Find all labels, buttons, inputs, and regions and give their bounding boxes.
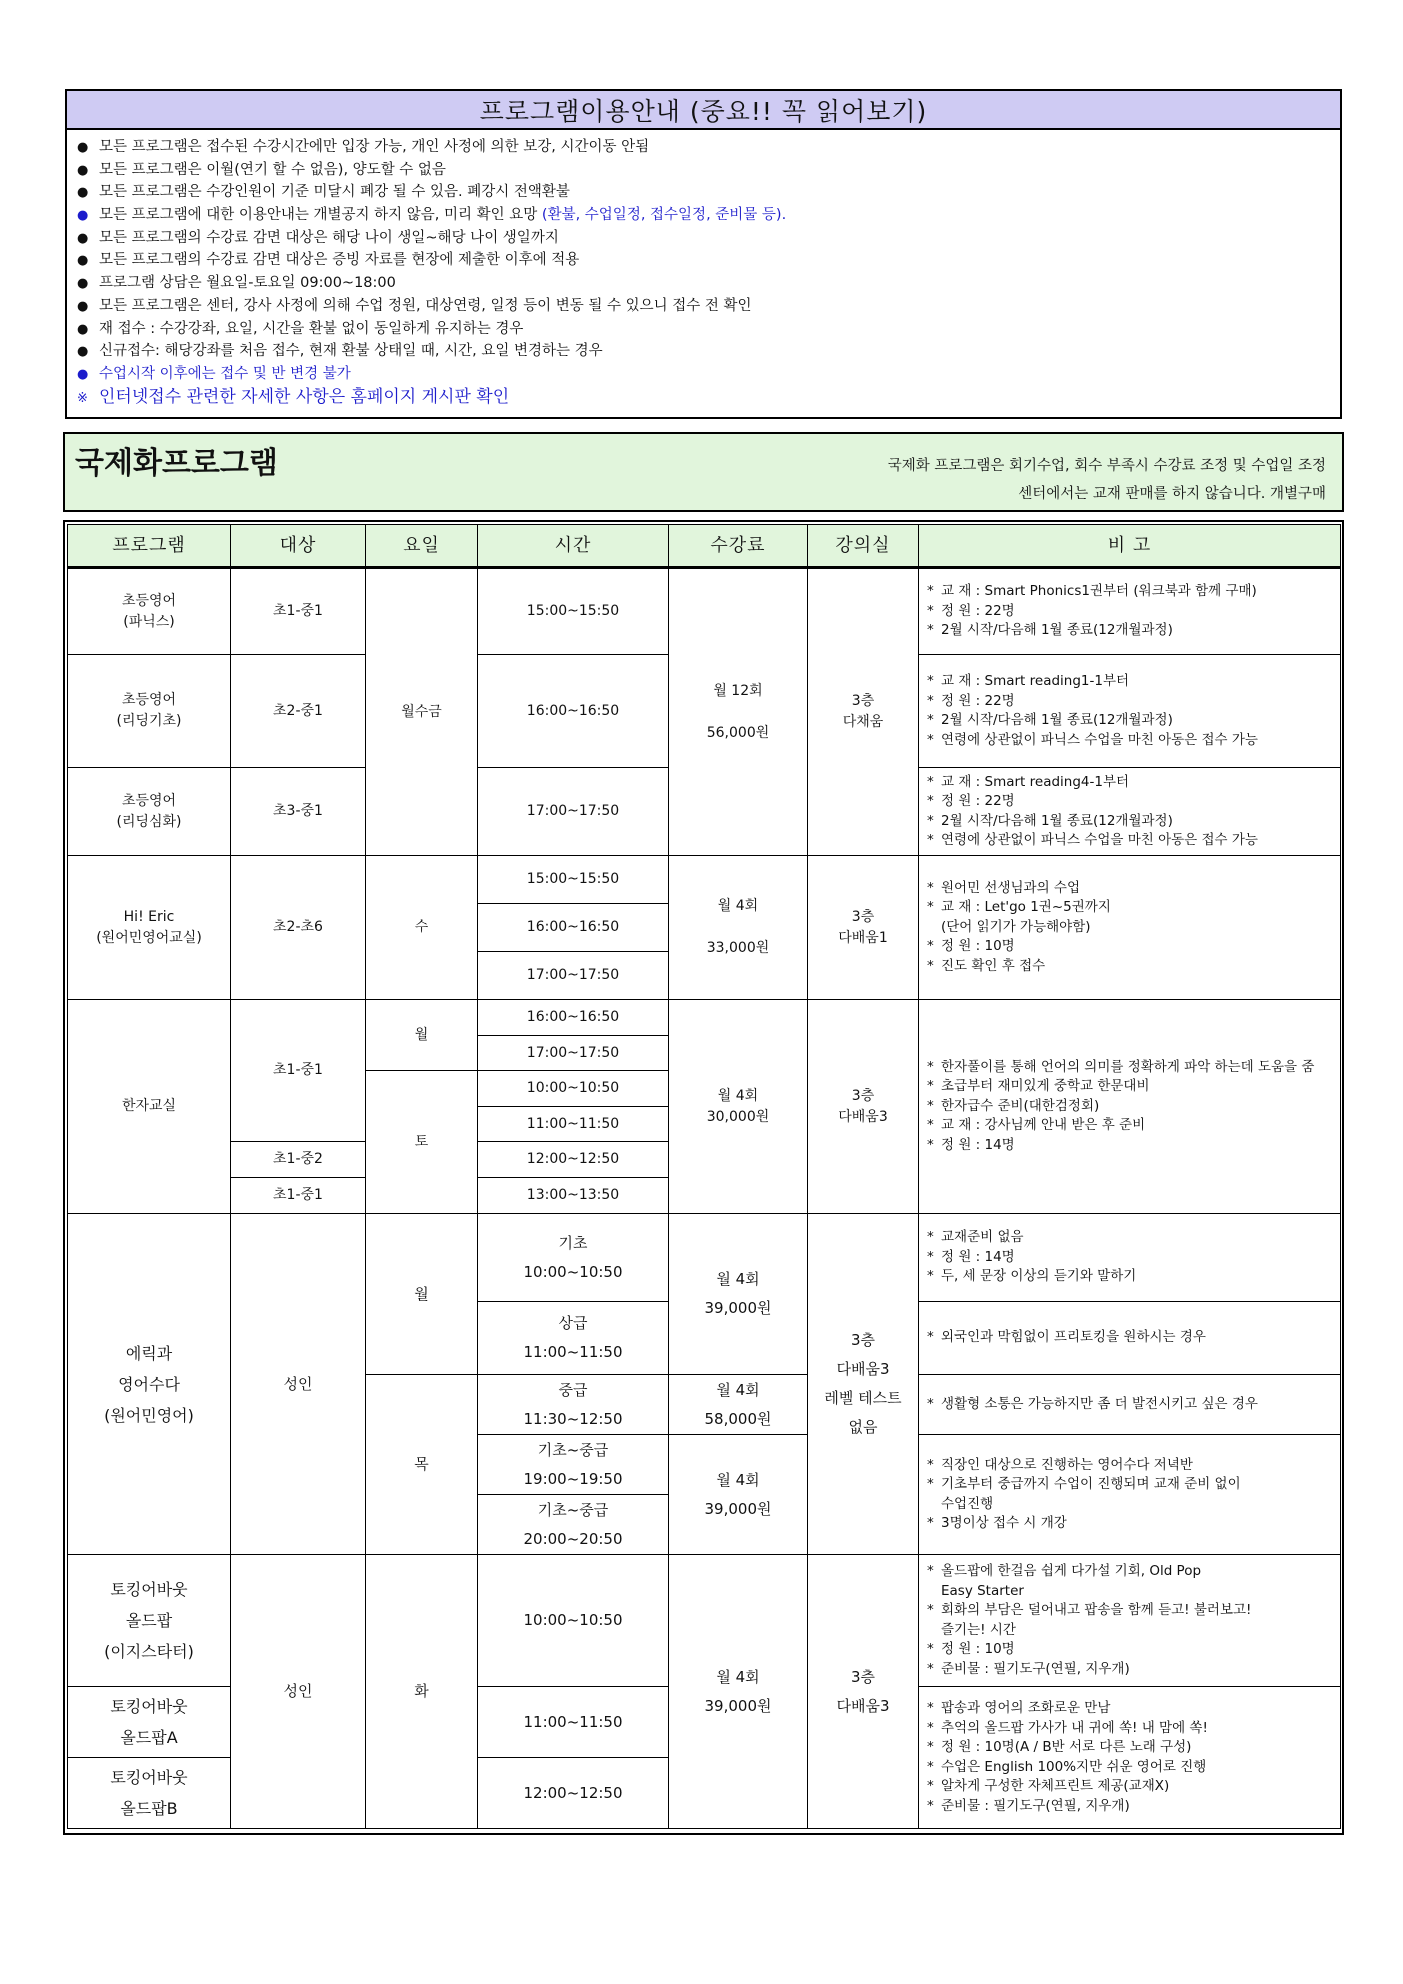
class-fee: 월 4회 39,000원: [669, 1435, 808, 1555]
classroom: 3층 다배움1: [808, 856, 919, 1000]
program-name: 초등영어 (리딩기초): [68, 655, 231, 768]
target-age: 성인: [231, 1214, 366, 1555]
class-time: 13:00~13:50: [478, 1178, 669, 1214]
program-name: Hi! Eric (원어민영어교실): [68, 856, 231, 1000]
col-header: 강의실: [808, 525, 919, 568]
program-name: 토킹어바웃 올드팝A: [68, 1687, 231, 1758]
notice-item: ※ 인터넷접수 관련한 자세한 사항은 홈페이지 게시판 확인: [77, 386, 510, 407]
program-name: 초등영어 (파닉스): [68, 568, 231, 655]
remarks: * 교 재 : Smart reading1-1부터 * 정 원 : 22명 * 2월 시작/다음해 1월 종료(12개월과정) * 연령에 상관없이 파닉스 수업을 마친 아동은 접수 가능: [919, 655, 1341, 768]
table-row: [68, 568, 1341, 655]
classroom: 3층 다배움3 레벨 테스트 없음: [808, 1214, 919, 1555]
class-day: 목: [366, 1375, 478, 1555]
class-time: 10:00~10:50: [478, 1555, 669, 1687]
target-age: 초2-중1: [231, 655, 366, 768]
program-name: 한자교실: [68, 1000, 231, 1214]
notice-item: ● 모든 프로그램은 접수된 수강시간에만 입장 가능, 개인 사정에 의한 보강, 시간이동 안됨: [77, 139, 650, 155]
remarks: * 팝송과 영어의 조화로운 만남 * 추억의 올드팝 가사가 내 귀에 쏙! 내 맘에 쏙! * 정 원 : 10명(A / B반 서로 다른 노래 구성) * 수업은 English 100%지만 쉬운 영어로 진행 * 알차게 구성한 자체프린트 제공(교재X) * 준비물 : 필기도구(연필, 지우개): [919, 1687, 1341, 1829]
section-note: 센터에서는 교재 판매를 하지 않습니다. 개별구매: [1018, 486, 1326, 502]
notice-box: [65, 89, 1342, 419]
class-time: 16:00~16:50: [478, 1000, 669, 1036]
col-header: 수강료: [669, 525, 808, 568]
notice-item: ● 모든 프로그램은 센터, 강사 사정에 의해 수업 정원, 대상연령, 일정 등이 변동 될 수 있으니 접수 전 확인: [77, 297, 752, 314]
class-fee: 월 4회 33,000원: [669, 856, 808, 1000]
classroom: 3층 다배움3: [808, 1000, 919, 1214]
notice-item: ● 신규접수: 해당강좌를 처음 접수, 현재 환불 상태일 때, 시간, 요일 변경하는 경우: [77, 343, 603, 360]
class-time: 11:00~11:50: [478, 1107, 669, 1142]
notice-item: ● 모든 프로그램은 수강인원이 기준 미달시 폐강 될 수 있음. 폐강시 전액환불: [77, 184, 570, 201]
class-time: 17:00~17:50: [478, 768, 669, 856]
notice-highlight: (환불, 수업일정, 접수일정, 준비물 등).: [541, 207, 787, 224]
class-time: 16:00~16:50: [478, 655, 669, 768]
notice-item: ● 프로그램 상담은 월요일-토요일 09:00~18:00: [77, 275, 396, 292]
class-day: 월수금: [366, 568, 478, 856]
remarks: * 원어민 선생님과의 수업 * 교 재 : Let'go 1권~5권까지 (단어 읽기가 가능해야함) * 정 원 : 10명 * 진도 확인 후 접수: [919, 856, 1341, 1000]
class-time: 15:00~15:50: [478, 856, 669, 904]
notice-item: ● 모든 프로그램의 수강료 감면 대상은 해당 나이 생일~해당 나이 생일까지: [77, 229, 559, 246]
notice-item: ● 모든 프로그램은 이월(연기 할 수 없음), 양도할 수 없음: [77, 161, 446, 178]
col-header: 비 고: [919, 525, 1341, 568]
program-name: 에릭과 영어수다 (원어민영어): [68, 1214, 231, 1555]
class-day: 화: [366, 1555, 478, 1829]
notice-item: ● 수업시작 이후에는 접수 및 반 변경 불가: [77, 365, 351, 382]
remarks: * 직장인 대상으로 진행하는 영어수다 저녁반 * 기초부터 중급까지 수업이 진행되며 교재 준비 없이 수업진행 * 3명이상 접수 시 개강: [919, 1435, 1341, 1555]
schedule-table: [67, 524, 1341, 1829]
class-time: 16:00~16:50: [478, 904, 669, 952]
target-age: 초1-중1: [231, 1000, 366, 1142]
classroom: 3층 다배움3: [808, 1555, 919, 1829]
remarks: * 한자풀이를 통해 언어의 의미를 정확하게 파악 하는데 도움을 줌 * 초급부터 재미있게 중학교 한문대비 * 한자급수 준비(대한검정회) * 교 재 : 강사님께 안내 받은 후 준비 * 정 원 : 14명: [919, 1000, 1341, 1214]
table-row: [68, 856, 1341, 904]
class-time: 12:00~12:50: [478, 1142, 669, 1178]
col-header: 대상: [231, 525, 366, 568]
notice-item: ● 재 접수 : 수강강좌, 요일, 시간을 환불 없이 동일하게 유지하는 경우: [77, 320, 524, 337]
remarks: * 교 재 : Smart Phonics1권부터 (워크북과 함께 구매) * 정 원 : 22명 * 2월 시작/다음해 1월 종료(12개월과정): [919, 568, 1341, 655]
target-age: 성인: [231, 1555, 366, 1829]
section-banner: [63, 432, 1344, 512]
class-time: 12:00~12:50: [478, 1758, 669, 1829]
class-time: 중급 11:30~12:50: [478, 1375, 669, 1435]
class-time: 상급 11:00~11:50: [478, 1302, 669, 1375]
remarks: * 올드팝에 한걸음 쉽게 다가설 기회, Old Pop Easy Starter * 회화의 부담은 덜어내고 팝송을 함께 듣고! 불러보고! 즐기는! 시간 * 정 원 : 10명 * 준비물 : 필기도구(연필, 지우개): [919, 1555, 1341, 1687]
program-name: 토킹어바웃 올드팝 (이지스타터): [68, 1555, 231, 1687]
table-header-row: [68, 525, 1341, 568]
remarks: * 교 재 : Smart reading4-1부터 * 정 원 : 22명 * 2월 시작/다음해 1월 종료(12개월과정) * 연령에 상관없이 파닉스 수업을 마친 아동은 접수 가능: [919, 768, 1341, 856]
schedule-table-frame: [63, 520, 1344, 1835]
section-title: 국제화프로그램: [75, 446, 278, 481]
class-day: 수: [366, 856, 478, 1000]
target-age: 초1-중1: [231, 568, 366, 655]
class-day: 토: [366, 1071, 478, 1214]
target-age: 초2-초6: [231, 856, 366, 1000]
table-row: [68, 1000, 1341, 1036]
class-time: 11:00~11:50: [478, 1687, 669, 1758]
remarks: * 교재준비 없음 * 정 원 : 14명 * 두, 세 문장 이상의 듣기와 말하기: [919, 1214, 1341, 1302]
class-fee: 월 4회 58,000원: [669, 1375, 808, 1435]
class-time: 15:00~15:50: [478, 568, 669, 655]
remarks: * 외국인과 막힘없이 프리토킹을 원하시는 경우: [919, 1302, 1341, 1375]
notice-item: ● 모든 프로그램의 수강료 감면 대상은 증빙 자료를 현장에 제출한 이후에 적용: [77, 252, 580, 269]
col-header: 시간: [478, 525, 669, 568]
col-header: 요일: [366, 525, 478, 568]
section-note: 국제화 프로그램은 회기수업, 회수 부족시 수강료 조정 및 수업일 조정: [887, 458, 1326, 474]
program-name: 초등영어 (리딩심화): [68, 768, 231, 856]
program-name: 토킹어바웃 올드팝B: [68, 1758, 231, 1829]
class-fee: 월 12회 56,000원: [669, 568, 808, 856]
col-header: 프로그램: [68, 525, 231, 568]
target-age: 초1-중1: [231, 1178, 366, 1214]
notice-item: ● 모든 프로그램에 대한 이용안내는 개별공지 하지 않음, 미리 확인 요망 (환불, 수업일정, 접수일정, 준비물 등).: [77, 207, 787, 224]
class-fee: 월 4회 39,000원: [669, 1555, 808, 1829]
class-time: 17:00~17:50: [478, 952, 669, 1000]
class-day: 월: [366, 1214, 478, 1375]
classroom: 3층 다채움: [808, 568, 919, 856]
class-time: 기초 10:00~10:50: [478, 1214, 669, 1302]
class-day: 월: [366, 1000, 478, 1071]
class-fee: 월 4회 30,000원: [669, 1000, 808, 1214]
notice-list: [67, 130, 1340, 408]
class-time: 17:00~17:50: [478, 1036, 669, 1071]
class-time: 기초~중급 20:00~20:50: [478, 1495, 669, 1555]
class-time: 기초~중급 19:00~19:50: [478, 1435, 669, 1495]
remarks: * 생활형 소통은 가능하지만 좀 더 발전시키고 싶은 경우: [919, 1375, 1341, 1435]
notice-title: 프로그램이용안내 (중요!! 꼭 읽어보기): [67, 91, 1340, 130]
target-age: 초3-중1: [231, 768, 366, 856]
class-time: 10:00~10:50: [478, 1071, 669, 1107]
class-fee: 월 4회 39,000원: [669, 1214, 808, 1375]
target-age: 초1-중2: [231, 1142, 366, 1178]
table-row: [68, 1555, 1341, 1687]
table-row: [68, 1214, 1341, 1302]
